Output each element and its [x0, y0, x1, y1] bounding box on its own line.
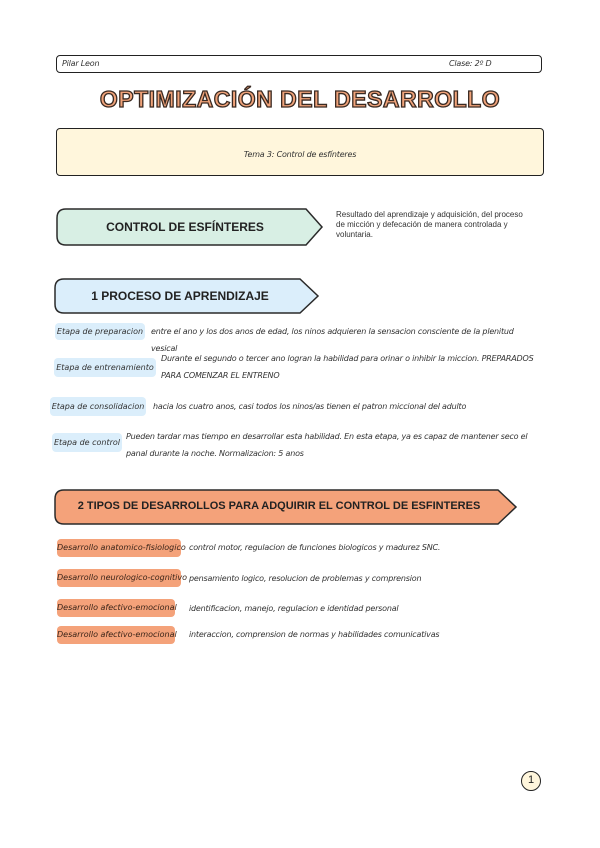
control-banner-label: CONTROL DE ESFÍNTERES [106, 220, 264, 234]
stage-text-control: Pueden tardar mas tiempo en desarrollar esta habilidad. En esta etapa, ya es capaz de mantener seco el panal durante la noche. Normalizacion: 5 anos [126, 432, 528, 458]
header-bar [56, 55, 542, 73]
stage-text-preparacion: entre el ano y los dos anos de edad, los ninos adquieren la sensacion consciente de la plenitud vesical [151, 327, 514, 353]
control-definition: Resultado del aprendizaje y adquisición, del proceso de micción y defecación de manera controlada y voluntaria. [336, 210, 523, 239]
type-tag-neurologico: Desarrollo neurologico-cognitivo [57, 569, 181, 587]
type-tag-afectivo-2: Desarrollo afectivo-emocional [57, 626, 175, 644]
page-title: OPTIMIZACIÓN DEL DESARROLLO [99, 86, 501, 112]
type-text-afectivo-2: interaccion, comprension de normas y habilidades comunicativas [189, 630, 440, 639]
section1-banner-label: 1 PROCESO DE APRENDIZAJE [91, 289, 269, 303]
stage-tag-consolidacion: Etapa de consolidacion [50, 397, 146, 416]
stage-text-consolidacion: hacia los cuatro anos, casi todos los ninos/as tienen el patron miccional del adulto [153, 402, 467, 411]
stage-tag-control: Etapa de control [52, 433, 122, 452]
type-text-neurologico: pensamiento logico, resolucion de problemas y comprension [189, 574, 422, 583]
section2-banner-label: 2 TIPOS DE DESARROLLOS PARA ADQUIRIR EL CONTROL DE ESFINTERES [77, 500, 481, 512]
stage-tag-preparacion: Etapa de preparacion [55, 323, 145, 340]
class-label: Clase: 2º D [449, 59, 492, 68]
topic-box [56, 128, 544, 176]
page-number: 1 [521, 771, 541, 791]
type-text-anatomico: control motor, regulacion de funciones biologicos y madurez SNC. [189, 543, 441, 552]
type-tag-afectivo-1: Desarrollo afectivo-emocional [57, 599, 175, 617]
stage-text-entrenamiento: Durante el segundo o tercer ano logran la habilidad para orinar o inhibir la miccion. PREPARADOS PARA COMENZAR EL ENTRENO [161, 354, 534, 380]
student-name: Pilar Leon [62, 59, 100, 68]
type-tag-anatomico: Desarrollo anatomico-fisiologico [57, 539, 181, 557]
stage-tag-entrenamiento: Etapa de entrenamiento [54, 358, 156, 377]
topic-label: Tema 3: Control de esfínteres [243, 150, 357, 159]
type-text-afectivo-1: identificacion, manejo, regulacion e identidad personal [189, 604, 399, 613]
